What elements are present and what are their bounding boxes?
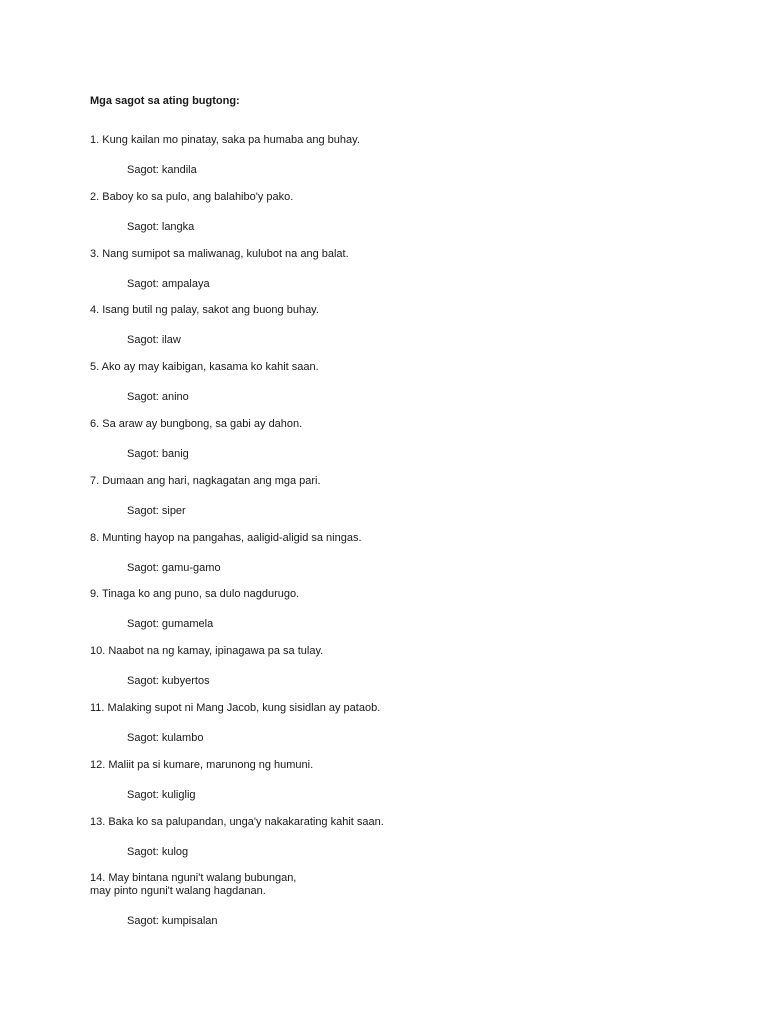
riddle-answer — [127, 789, 196, 802]
answer-label: Sagot: — [127, 391, 159, 404]
document-title: Mga sagot sa ating bugtong: — [90, 95, 240, 107]
answer-label: Sagot: — [127, 675, 159, 688]
riddle-item — [90, 816, 730, 873]
answer-label: Sagot: — [127, 788, 159, 801]
riddle-item — [90, 532, 730, 589]
riddle-answer — [127, 278, 210, 291]
answer-value: kulog — [161, 845, 189, 858]
riddle-item — [90, 361, 730, 418]
answer-value: kubyertos — [161, 675, 210, 688]
answer-value: langka — [161, 220, 195, 233]
riddle-question: 10. Naabot na ng kamay, ipinagawa pa sa tulay. — [90, 645, 324, 658]
riddle-answer — [127, 618, 213, 631]
riddle-item — [90, 702, 730, 759]
riddle-item — [90, 475, 730, 532]
riddle-question: 6. Sa araw ay bungbong, sa gabi ay dahon. — [90, 417, 303, 430]
riddle-item — [90, 134, 730, 191]
riddle-question: 8. Munting hayop na pangahas, aaligid-aligid sa ningas. — [90, 531, 362, 544]
riddle-item — [90, 304, 730, 361]
answer-label: Sagot: — [127, 334, 159, 347]
riddle-item — [90, 191, 730, 248]
riddle-question — [90, 872, 296, 898]
riddle-question-line-1: 14. May bintana nguni't walang bubungan, — [90, 872, 297, 885]
riddle-answer — [127, 846, 188, 859]
riddle-question: 1. Kung kailan mo pinatay, saka pa humaba ang buhay. — [90, 134, 360, 146]
riddle-question: 13. Baka ko sa palupandan, unga'y nakakarating kahit saan. — [90, 815, 384, 828]
riddle-question: 5. Ako ay may kaibigan, kasama ko kahit saan. — [90, 361, 319, 374]
answer-label: Sagot: — [127, 164, 159, 176]
answer-label: Sagot: — [127, 220, 159, 233]
riddle-item — [90, 645, 730, 702]
answer-value: siper — [161, 504, 186, 517]
answer-label: Sagot: — [127, 447, 159, 460]
riddle-item — [90, 759, 730, 816]
riddle-question: 7. Dumaan ang hari, nagkagatan ang mga pari. — [90, 474, 321, 487]
answer-value: kulambo — [161, 731, 204, 744]
riddle-answer — [127, 732, 203, 745]
answer-value: kandila — [161, 164, 197, 176]
riddle-question: 9. Tinaga ko ang puno, sa dulo nagdurugo. — [90, 588, 300, 601]
answer-value: gamu-gamo — [161, 561, 221, 574]
riddle-answer — [127, 164, 197, 177]
answer-value: gumamela — [161, 618, 214, 631]
riddle-answer — [127, 505, 186, 518]
riddle-item — [90, 418, 730, 475]
answer-label: Sagot: — [127, 618, 159, 631]
riddle-answer — [127, 448, 189, 461]
riddle-item — [90, 872, 730, 929]
riddle-answer — [127, 334, 181, 347]
riddle-question: 11. Malaking supot ni Mang Jacob, kung sisidlan ay pataob. — [90, 701, 381, 714]
answer-label: Sagot: — [127, 845, 159, 858]
answer-value: banig — [161, 447, 189, 460]
answer-value: anino — [161, 391, 189, 404]
answer-value: kumpisalan — [161, 915, 218, 928]
answer-label: Sagot: — [127, 504, 159, 517]
answer-label: Sagot: — [127, 915, 159, 928]
riddle-list — [90, 134, 730, 929]
answer-label: Sagot: — [127, 277, 159, 290]
answer-label: Sagot: — [127, 561, 159, 574]
answer-label: Sagot: — [127, 731, 159, 744]
answer-value: ampalaya — [161, 277, 210, 290]
riddle-question: 12. Maliit pa si kumare, marunong ng humuni. — [90, 758, 314, 771]
answer-value: kuliglig — [161, 788, 196, 801]
riddle-answer — [127, 562, 221, 575]
answer-value: ilaw — [161, 334, 181, 347]
riddle-answer — [127, 675, 210, 688]
riddle-answer — [127, 391, 189, 404]
riddle-question: 3. Nang sumipot sa maliwanag, kulubot na ang balat. — [90, 247, 349, 260]
riddle-item — [90, 588, 730, 645]
riddle-item — [90, 248, 730, 305]
riddle-question: 4. Isang butil ng palay, sakot ang buong buhay. — [90, 304, 319, 317]
riddle-answer — [127, 221, 194, 234]
riddle-question: 2. Baboy ko sa pulo, ang balahibo'y pako. — [90, 190, 294, 203]
riddle-question-line-2: may pinto nguni't walang hagdanan. — [90, 885, 266, 898]
riddle-answer — [127, 915, 218, 928]
